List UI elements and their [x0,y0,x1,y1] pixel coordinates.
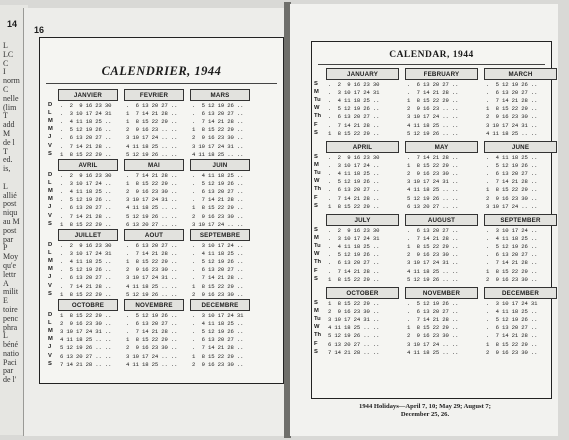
weekday-label: W [314,105,320,112]
month-name: DECEMBER [484,287,557,299]
previous-page-number: 14 [7,19,18,29]
month-name: JUNE [484,141,557,153]
day-row: . 7 14 21 28 .. [407,316,459,324]
day-row: . 2 9 16 23 30 [328,227,380,234]
month-block [190,229,250,298]
day-row: . 4 11 18 25 .. [192,320,244,328]
day-row: . 7 14 21 28 .. [60,212,112,220]
month-block [124,229,184,298]
weekday-label: M [48,266,53,273]
weekday-label: S [314,129,318,136]
day-row: 1 8 15 22 29 .. [192,282,244,290]
day-row: 2 9 16 23 30 .. [192,290,244,298]
day-row: 1 8 15 22 29 .. [126,118,178,126]
day-row: 1 8 15 22 29 .. [486,267,538,275]
weekday-label: D [48,102,53,108]
french-calendar-title: CALENDRIER, 1944 [101,64,222,78]
day-row: . 2 9 16 23 30 [60,172,112,179]
month-name: SEPTEMBER [484,214,557,226]
day-row: . 6 13 20 27 .. [328,259,380,267]
day-row: . 7 14 21 28 .. [126,172,178,179]
month-block [48,299,118,368]
weekday-label: L [48,250,52,257]
weekday-label: S [314,154,318,160]
day-row: 1 8 15 22 29 .. [407,97,459,105]
month-block [405,141,478,208]
day-row: . 6 13 20 27 .. [192,336,244,344]
day-row: . 6 13 20 27 .. [328,186,380,194]
day-row: 6 13 20 27 .. .. [126,220,178,228]
weekday-label: S [314,202,318,209]
day-row: . 6 13 20 27 .. [126,242,178,249]
day-row: . 7 14 21 28 .. [126,250,178,258]
weekday-label: S [314,81,318,87]
weekday-label: Th [314,113,322,120]
month-name: JUILLET [58,229,118,241]
day-row: . 7 14 21 28 .. [486,332,538,340]
day-row: . 5 12 19 26 .. [328,251,380,259]
weekday-label: M [48,196,53,203]
day-row: 1 8 15 22 29 .. [486,186,538,194]
day-row: . 5 12 19 26 .. [192,180,244,188]
day-row: 4 11 18 25 .. .. [126,204,178,212]
day-row: . 4 11 18 25 .. [486,308,538,316]
day-row: 1 8 15 22 29 .. [192,352,244,360]
weekday-label: J [48,134,52,141]
month-block [484,141,557,208]
day-row: . 6 13 20 27 .. [192,110,244,118]
day-row: 5 12 19 26 .. .. [126,290,178,298]
month-name: AVRIL [58,159,118,171]
weekday-label: F [314,121,318,128]
month-name: SEPTEMBRE [190,229,250,241]
day-row: 1 8 15 22 29 .. [126,258,178,266]
weekday-label: S [48,290,52,297]
english-calendar-title: CALENDAR, 1944 [389,50,474,60]
day-row: . 4 11 18 25 .. [328,170,380,178]
day-row: 5 12 19 26 .. .. [407,129,459,137]
day-row: 4 11 18 25 .. .. [328,324,380,332]
day-row: . 6 13 20 27 .. [328,113,380,121]
weekday-label: J [48,344,52,351]
weekday-label: S [48,360,52,367]
day-row: . 5 12 19 26 .. [192,258,244,266]
day-row: . 5 12 19 26 .. [407,300,459,307]
weekday-label: Th [314,186,322,193]
day-row: . 5 12 19 26 .. [486,316,538,324]
weekday-label: M [314,235,319,242]
day-row: . 7 14 21 28 .. [328,121,380,129]
day-row: 1 8 15 22 29 .. [407,162,459,170]
day-row: 1 8 15 22 29 .. [328,202,380,210]
holidays-line-1: 1944 Holidays—April 7, 10; May 29; August 7; [359,403,491,410]
weekday-label: F [314,194,318,201]
day-row: 4 11 18 25 .. .. [407,267,459,275]
weekday-label: V [48,352,52,359]
day-row: 3 10 17 24 31 .. [126,274,178,282]
month-block [314,214,399,283]
weekday-label: L [48,180,52,187]
weekday-label: M [48,188,53,195]
day-row: 2 9 16 23 30 .. [486,113,538,121]
month-block [190,299,250,368]
month-name: OCTOBER [326,287,399,299]
month-name: DECEMBRE [190,299,250,311]
day-row: . 5 12 19 26 .. [192,102,244,109]
day-row: 1 8 15 22 29 .. [192,204,244,212]
day-row: 1 8 15 22 29 .. [486,340,538,348]
weekday-label: S [314,275,318,282]
weekday-label: L [48,320,52,327]
day-row: 7 14 21 28 .. .. [60,360,112,368]
month-name: AUGUST [405,214,478,226]
day-row: 4 11 18 25 .. .. [407,348,459,356]
day-row: 3 10 17 24 31 .. [192,142,244,150]
day-row: . 5 12 19 26 .. [126,312,178,319]
month-block [48,229,118,298]
weekday-label: V [48,212,52,219]
day-row: . 4 11 18 25 .. [328,243,380,251]
day-row: . 2 9 16 23 30 [328,81,380,88]
weekday-label: S [314,227,318,233]
month-block [314,141,399,210]
day-row: . 7 14 21 28 .. [486,97,538,105]
day-row: . 7 14 21 28 .. [328,267,380,275]
weekday-label: M [48,258,53,265]
month-name: AOUT [124,229,184,241]
day-row: . 6 13 20 27 .. [60,134,112,142]
day-row: . 3 10 17 24 31 [60,110,112,118]
day-row: 1 7 14 21 28 .. [126,110,178,118]
day-row: 2 9 16 23 30 .. [192,134,244,142]
day-row: 5 12 19 26 .. .. [407,194,459,202]
day-row: . 6 13 20 27 .. [407,308,459,316]
day-row: 1 8 15 22 29 .. [60,290,112,298]
day-row: . 2 9 16 23 30 [328,154,380,161]
day-row: . 6 13 20 27 .. [407,227,459,234]
day-row: . 3 10 17 24 31 [60,250,112,258]
weekday-label: Tu [314,243,321,250]
day-row: 6 13 20 27 .. .. [328,340,380,348]
day-row: 2 9 16 23 30 .. [486,348,538,356]
day-row: 4 11 18 25 .. .. [407,121,459,129]
weekday-label: W [314,251,320,258]
month-name: FEVRIER [124,89,184,101]
month-name: MARS [190,89,250,101]
day-row: 1 8 15 22 29 .. [60,150,112,158]
day-row: 4 11 18 25 .. .. [126,282,178,290]
day-row: . 7 14 21 28 .. [407,235,459,243]
month-block [405,214,478,281]
month-name: JANUARY [326,68,399,80]
day-row: 1 8 15 22 29 .. [126,180,178,188]
day-row: 1 8 15 22 29 .. [407,243,459,251]
weekday-label: M [48,336,53,343]
day-row: 2 9 16 23 30 .. [407,251,459,259]
day-row: . 7 14 21 28 .. [192,274,244,282]
day-row: 2 9 16 23 30 .. [407,170,459,178]
title-rule [46,83,277,84]
month-name: JUIN [190,159,250,171]
day-row: 2 9 16 23 .. .. [407,105,459,113]
day-row: . 6 13 20 27 .. [192,266,244,274]
day-row: 1 8 15 22 29 .. [407,324,459,332]
day-row: . 7 14 21 28 .. [486,178,538,186]
day-row: 5 12 19 26 .. .. [328,332,380,340]
month-name: OCTOBRE [58,299,118,311]
day-row: 1 8 15 22 29 .. [126,336,178,344]
weekday-label: M [314,162,319,169]
month-block [124,89,184,158]
day-row: . 3 10 17 24 .. [486,227,538,234]
day-row: . 2 9 16 23 30 [60,102,112,109]
previous-page-text: L LC C I norm C nelle (lim T add M de l T ed. is, L allié post niqu au M post par P Moy qu'e lettr A milit E toire penc phra L béné natio Paci par de l' [3,42,20,385]
weekday-label: M [48,118,53,125]
day-row: 1 8 15 22 29 .. [328,275,380,283]
month-block [484,214,557,281]
month-block [124,159,184,228]
month-block [484,68,557,135]
weekday-label: M [48,328,53,335]
day-row: . 7 14 21 28 .. [486,259,538,267]
weekday-label: W [314,324,320,331]
day-row: . 5 12 19 26 .. [192,328,244,336]
weekday-label: M [314,89,319,96]
day-row: . 6 13 20 27 .. [60,204,112,212]
weekday-label: L [48,110,52,117]
day-row: . 6 13 20 27 .. [407,81,459,88]
month-name: MARCH [484,68,557,80]
month-name: MAY [405,141,478,153]
day-row: . 7 14 21 28 .. [126,328,178,336]
day-row: . 4 11 18 25 .. [60,188,112,196]
day-row: . 4 11 18 25 .. [328,97,380,105]
day-row: 3 10 17 24 .. .. [407,113,459,121]
day-row: 2 9 16 23 30 .. [192,360,244,368]
month-block [484,287,557,354]
day-row: 6 13 20 27 .. .. [60,352,112,360]
day-row: . 6 13 20 27 .. [486,251,538,259]
day-row: 2 9 16 23 30 .. [60,320,112,328]
weekday-label: D [48,172,53,178]
day-row: . 4 11 18 25 .. [486,235,538,243]
day-row: . 6 13 20 27 .. [60,274,112,282]
day-row: 1 8 15 22 29 .. [486,105,538,113]
left-page [23,8,286,436]
weekday-label: Tu [314,316,321,323]
day-row: . 3 10 17 24 31 [328,89,380,97]
day-row: . 3 10 17 24 31 [328,235,380,243]
day-row: . 6 13 20 27 .. [486,89,538,97]
month-block [124,299,184,368]
day-row: 2 9 16 23 30 .. [486,194,538,202]
day-row: 5 12 19 26 .. .. [126,212,178,220]
weekday-label: V [48,282,52,289]
day-row: 1 8 15 22 29 .. [328,129,380,137]
day-row: 3 10 17 24 .. .. [126,134,178,142]
day-row: . 7 14 21 28 .. [192,118,244,126]
day-row: 4 11 18 25 .. .. [126,142,178,150]
weekday-label: J [48,204,52,211]
month-block [405,68,478,135]
day-row: 2 9 16 23 30 .. [328,308,380,316]
day-row: . 4 11 18 25 .. [192,250,244,258]
day-row: . 7 14 21 28 .. [407,89,459,97]
day-row: . 5 12 19 26 .. [328,105,380,113]
english-calendar-frame [311,41,552,399]
weekday-label: S [48,220,52,227]
weekday-label: D [48,312,53,318]
day-row: 4 11 18 25 .. .. [60,336,112,344]
day-row: 4 11 18 25 .. .. [192,150,244,158]
day-row: . 5 12 19 26 .. [328,178,380,186]
month-name: JANVIER [58,89,118,101]
weekday-label: W [314,178,320,185]
day-row: . 3 10 17 24 .. [192,242,244,249]
day-row: . 5 12 19 26 .. [60,126,112,134]
day-row: 4 11 18 25 .. .. [486,129,538,137]
day-row: . 6 13 20 27 .. [486,324,538,332]
day-row: 2 9 16 23 .. .. [126,126,178,134]
day-row: . 6 13 20 27 .. [126,320,178,328]
weekday-label: F [314,267,318,274]
day-row: 1 8 15 22 29 .. [328,300,380,307]
day-row: . 7 14 21 28 .. [407,154,459,161]
month-name: NOVEMBRE [124,299,184,311]
holidays-line-2: December 25, 26. [400,411,450,418]
day-row: 1 8 15 22 29 .. [192,126,244,134]
french-calendar-frame [39,37,284,384]
month-block [405,287,478,354]
day-row: 3 10 17 24 .. .. [192,220,244,228]
day-row: 3 10 17 24 .. .. [486,202,538,210]
day-row: 5 12 19 26 .. .. [407,275,459,283]
left-page-number: 16 [34,25,45,35]
weekday-label: Th [314,332,322,339]
day-row: . 7 14 21 28 .. [192,196,244,204]
weekday-label: F [314,340,318,347]
month-name: MAI [124,159,184,171]
day-row: 2 9 16 23 30 .. [192,212,244,220]
day-row: 4 11 18 25 .. .. [126,360,178,368]
day-row: . 7 14 21 28 .. [192,344,244,352]
day-row: . 5 12 19 26 .. [486,243,538,251]
weekday-label: Th [314,259,322,266]
day-row: 2 9 16 23 30 .. [126,188,178,196]
day-row: . 3 10 17 24 .. [328,162,380,170]
weekday-label: M [48,126,53,133]
day-row: 3 10 17 24 31 .. [328,316,380,324]
weekday-label: S [48,150,52,157]
day-row: . 7 14 21 28 .. [60,142,112,150]
day-row: . 6 13 20 27 .. [486,170,538,178]
day-row: . 4 11 18 25 .. [60,258,112,266]
holidays-note [300,403,550,419]
weekday-label: Tu [314,97,321,104]
day-row: 7 14 21 28 .. .. [328,348,380,356]
day-row: 2 9 16 23 30 .. [486,275,538,283]
day-row: . 6 13 20 27 .. [126,102,178,109]
month-block [314,68,399,137]
month-block [190,159,250,228]
month-name: NOVEMBER [405,287,478,299]
day-row: 5 12 19 26 .. .. [126,150,178,158]
title-rule [318,64,545,65]
month-block [48,159,118,228]
weekday-label: S [314,348,318,355]
day-row: 4 11 18 25 .. .. [407,186,459,194]
month-block [48,89,118,158]
weekday-label: M [314,308,319,315]
day-row: 3 10 17 24 31 .. [126,196,178,204]
month-block [190,89,250,158]
day-row: . 5 12 19 26 .. [486,162,538,170]
day-row: . 7 14 21 28 .. [60,282,112,290]
day-row: 2 9 16 23 30 .. [126,266,178,274]
day-row: 3 10 17 24 31 .. [407,259,459,267]
day-row: . 5 12 19 26 .. [60,196,112,204]
day-row: 3 10 17 24 31 .. [486,121,538,129]
day-row: . 3 10 17 24 31 [486,300,538,307]
weekday-label: S [314,300,318,306]
day-row: . 3 10 17 24 .. [60,180,112,188]
day-row: . 4 11 18 25 .. [192,172,244,179]
day-row: 1 8 15 22 29 .. [60,312,112,319]
day-row: 2 9 16 23 30 .. [126,344,178,352]
month-block [314,287,399,356]
day-row: 3 10 17 24 .. .. [407,340,459,348]
day-row: . 2 9 16 23 30 [60,242,112,249]
day-row: 5 12 19 26 .. .. [60,344,112,352]
day-row: 1 8 15 22 29 .. [60,220,112,228]
day-row: . 4 11 18 25 .. [486,154,538,161]
month-name: APRIL [326,141,399,153]
weekday-label: V [48,142,52,149]
day-row: . 5 12 19 26 .. [486,81,538,88]
day-row: 3 10 17 24 31 .. [60,328,112,336]
day-row: 3 10 17 24 31 .. [407,178,459,186]
day-row: 2 9 16 23 30 .. [407,332,459,340]
day-row: . 7 14 21 28 .. [328,194,380,202]
day-row: 3 10 17 24 .. .. [126,352,178,360]
day-row: . 4 11 18 25 .. [60,118,112,126]
month-name: JULY [326,214,399,226]
weekday-label: D [48,242,53,248]
day-row: 6 13 20 27 .. .. [407,202,459,210]
weekday-label: Tu [314,170,321,177]
day-row: . 5 12 19 26 .. [60,266,112,274]
right-page [290,4,558,436]
month-name: FEBRUARY [405,68,478,80]
day-row: . 6 13 20 27 .. [192,188,244,196]
day-row: . 3 10 17 24 31 [192,312,244,319]
weekday-label: J [48,274,52,281]
